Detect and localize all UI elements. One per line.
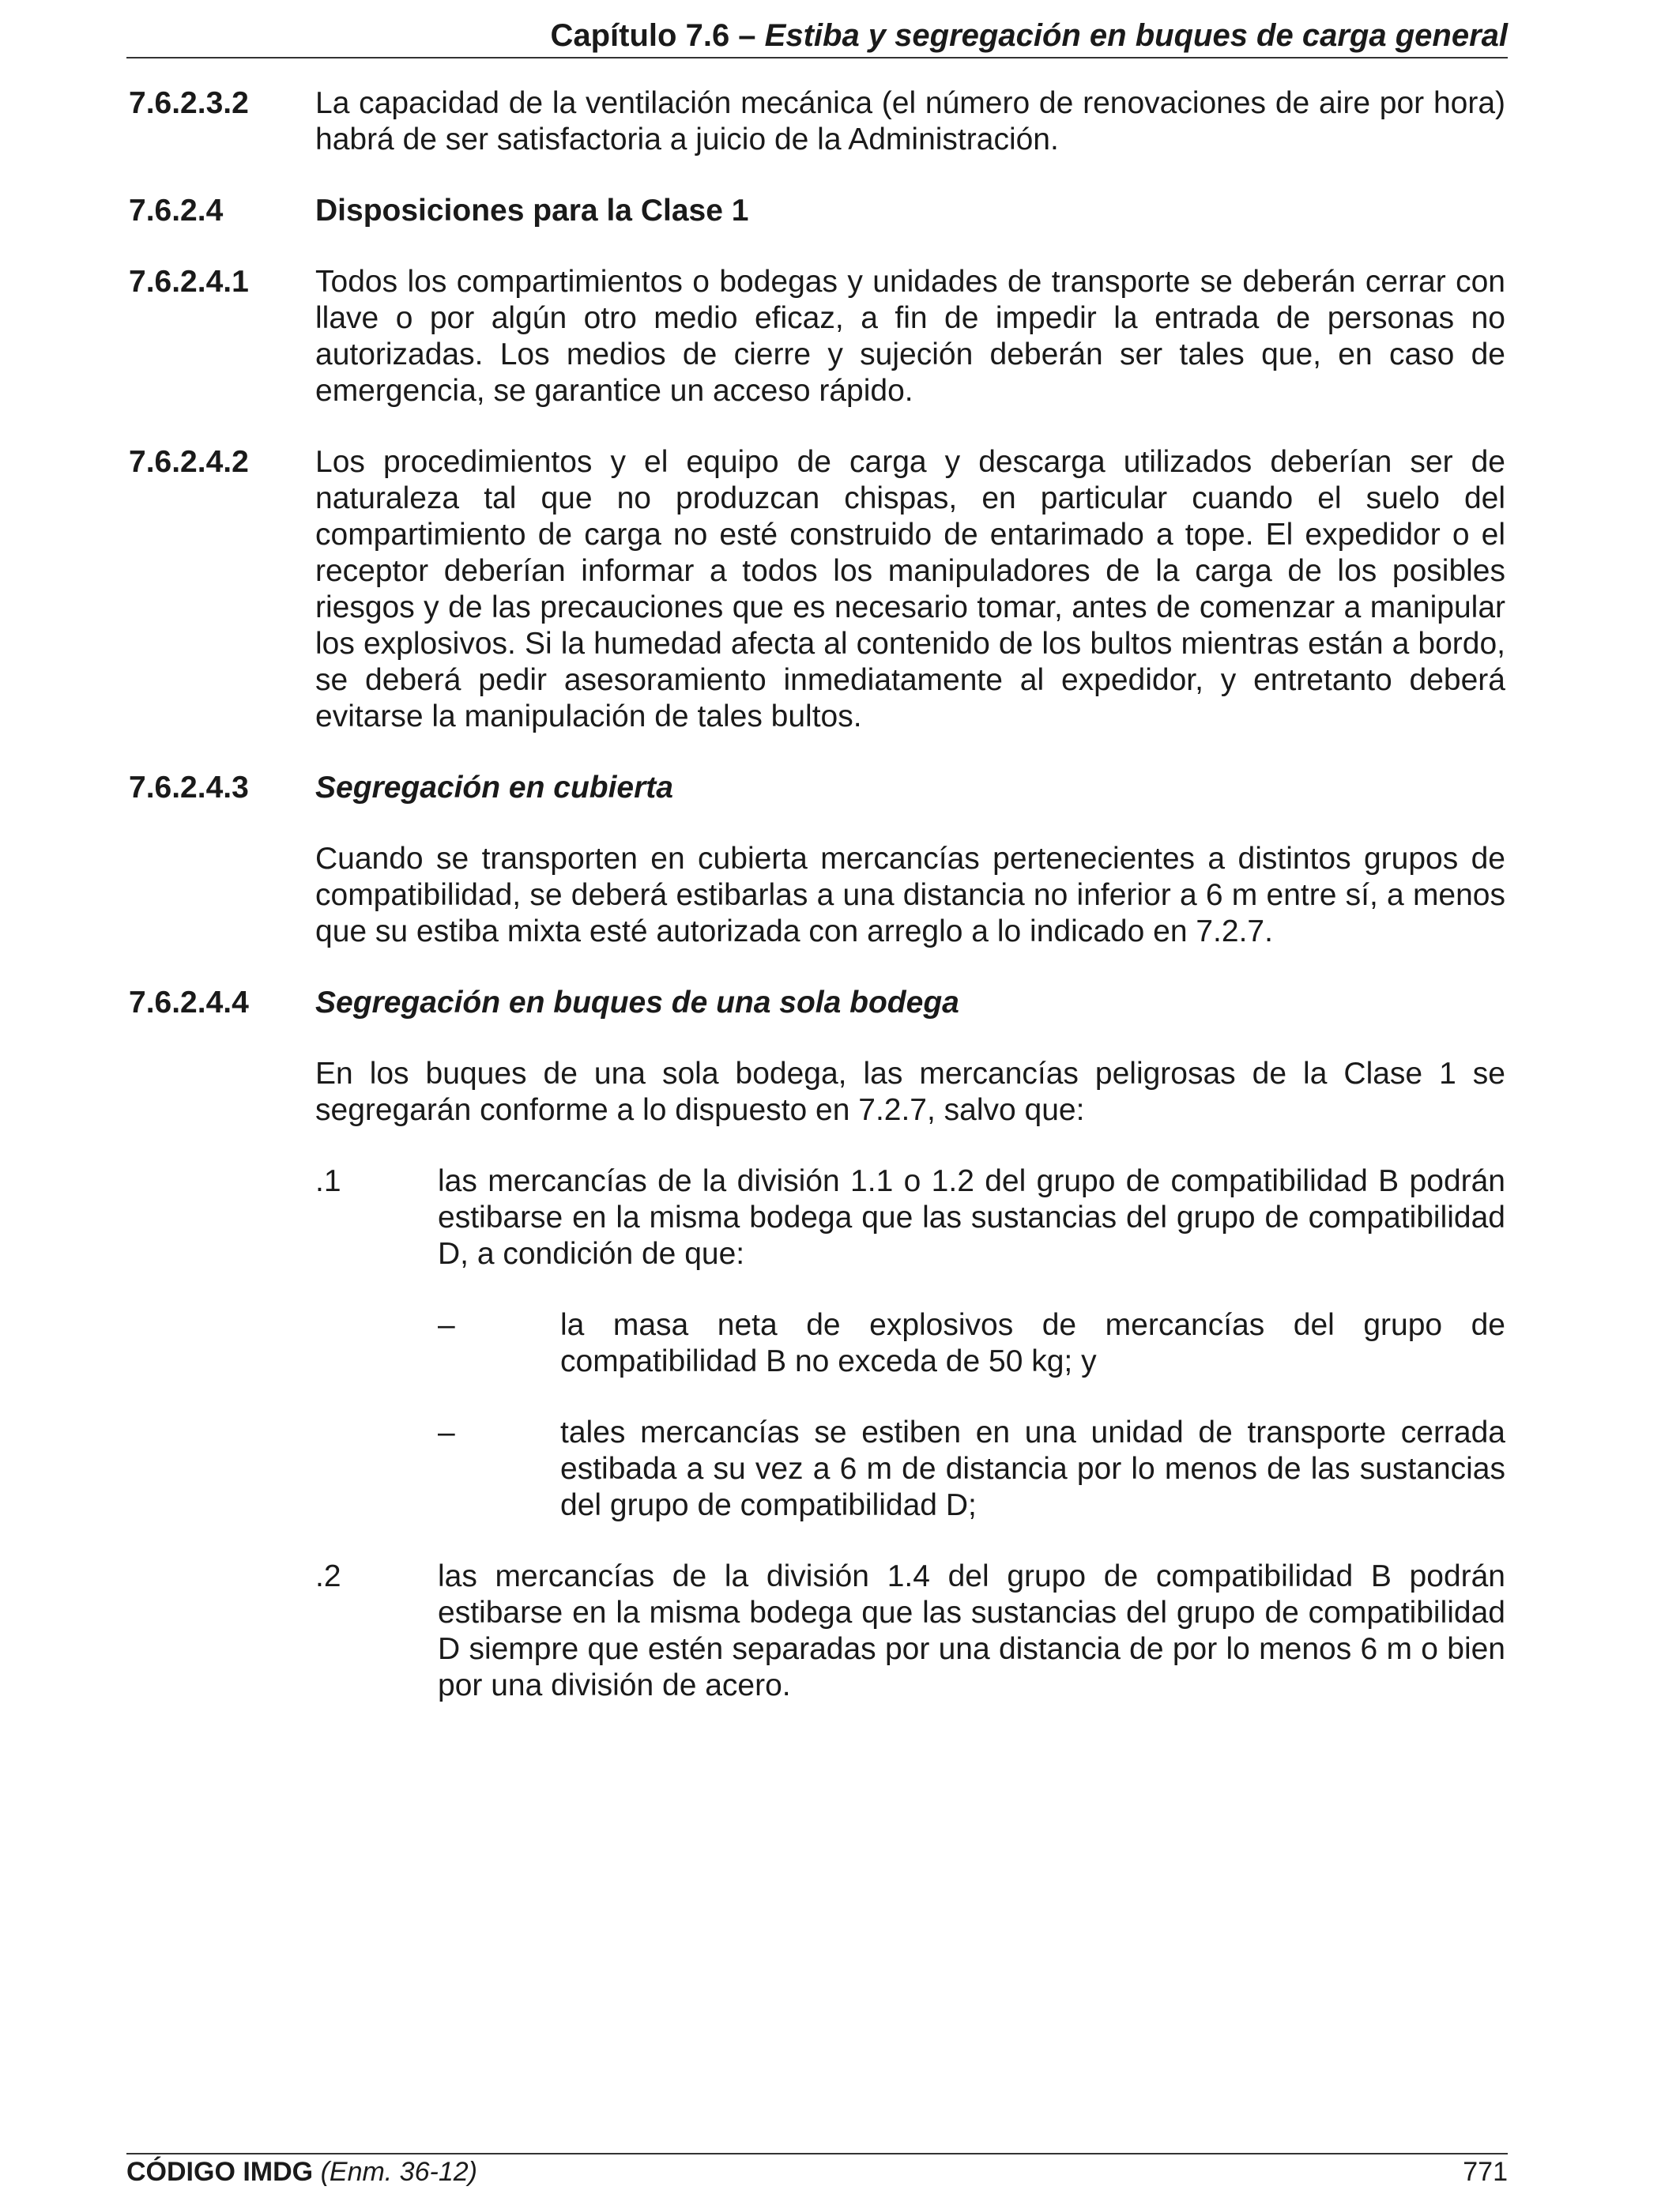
page-header xyxy=(126,14,1508,58)
section-text: Todos los compartimientos o bodegas y unidades de transporte se deberán cerrar con llave o por algún otro medio eficaz, a fin de impedir la entrada de personas no autorizadas. Los medios de cierre y sujeción deberán ser tales que, en caso de emergencia, se garantice un acceso rápido. xyxy=(315,265,1505,408)
section-text: En los buques de una sola bodega, las mercancías peligrosas de la Clase 1 se segregarán conforme a lo dispuesto en 7.2.7, salvo que: xyxy=(315,1057,1505,1127)
section-heading: Disposiciones para la Clase 1 xyxy=(315,194,749,228)
list-item xyxy=(315,1163,1505,1524)
section-number: 7.6.2.4.1 xyxy=(129,265,249,299)
dash-marker: – xyxy=(438,1416,455,1449)
section-number: 7.6.2.4.3 xyxy=(129,771,249,805)
sub-list-item-text: tales mercancías se estiben en una unidad de transporte cerrada estibada a su vez a 6 m de distancia por lo menos de las sustancias del grupo de compatibilidad D; xyxy=(560,1416,1505,1522)
section-heading: Segregación en buques de una sola bodega xyxy=(315,986,959,1020)
section-number: 7.6.2.4.4 xyxy=(129,986,249,1020)
chapter-title: Estiba y segregación en buques de carga general xyxy=(764,18,1508,53)
page-content xyxy=(129,85,1505,1739)
section-text: Cuando se transporten en cubierta mercancías pertenecientes a distintos grupos de compatibilidad, se deberá estibarlas a una distancia no inferior a 6 m entre sí, a menos que su estiba mixta esté autorizada con arreglo a lo indicado en 7.2.7. xyxy=(315,842,1505,948)
sub-list-item xyxy=(438,1415,1505,1524)
sub-list-item xyxy=(438,1307,1505,1380)
dash-marker: – xyxy=(438,1308,455,1342)
list-marker: .2 xyxy=(315,1559,341,1593)
section-7-6-2-4-1 xyxy=(129,264,1505,409)
page-footer xyxy=(126,2153,1508,2189)
section-number: 7.6.2.3.2 xyxy=(129,86,249,120)
sub-list-item-text: la masa neta de explosivos de mercancías del grupo de compatibilidad B no exceda de 50 kg; y xyxy=(560,1308,1505,1378)
section-number: 7.6.2.4.2 xyxy=(129,445,249,479)
section-text: Los procedimientos y el equipo de carga y descarga utilizados deberían ser de naturaleza tal que no produzcan chispas, en particular cuando el suelo del compartimiento de carga no esté construido de entarimado a tope. El expedidor o el receptor deberían informar a todos los manipuladores de la carga de los posibles riesgos y de las precauciones que es necesario tomar, antes de comenzar a manipular los explosivos. Si la humedad afecta al contenido de los bultos mientras están a bordo, se deberá pedir asesoramiento inmediatamente al expedidor, y entretanto deberá evitarse la manipulación de tales bultos. xyxy=(315,445,1505,733)
section-7-6-2-4-4 xyxy=(129,985,1505,1021)
amendment-label: (Enm. 36-12) xyxy=(320,2157,477,2187)
section-number: 7.6.2.4 xyxy=(129,194,224,228)
list-item xyxy=(315,1559,1505,1704)
footer-left xyxy=(126,2154,477,2189)
list-marker: .1 xyxy=(315,1164,341,1198)
list-item-text: las mercancías de la división 1.4 del grupo de compatibilidad B podrán estibarse en la misma bodega que las sustancias del grupo de compatibilidad D siempre que estén separadas por una distancia de por lo menos 6 m o bien por una división de acero. xyxy=(438,1559,1505,1702)
code-title: CÓDIGO IMDG xyxy=(126,2157,314,2187)
list-item-content xyxy=(438,1163,1505,1524)
chapter-label: Capítulo 7.6 – xyxy=(550,18,765,53)
section-text: La capacidad de la ventilación mecánica (el número de renovaciones de aire por hora) habrá de ser satisfactoria a juicio de la Administración. xyxy=(315,86,1505,156)
section-7-6-2-4-2 xyxy=(129,444,1505,735)
section-heading: Segregación en cubierta xyxy=(315,771,673,805)
section-7-6-2-3-2 xyxy=(129,85,1505,158)
page-number: 771 xyxy=(1463,2157,1508,2187)
list-item-text: las mercancías de la división 1.1 o 1.2 del grupo de compatibilidad B podrán estibarse en la misma bodega que las sustancias del grupo de compatibilidad D, a condición de que: xyxy=(438,1164,1505,1271)
section-7-6-2-4-3 xyxy=(129,770,1505,806)
section-7-6-2-4 xyxy=(129,193,1505,229)
